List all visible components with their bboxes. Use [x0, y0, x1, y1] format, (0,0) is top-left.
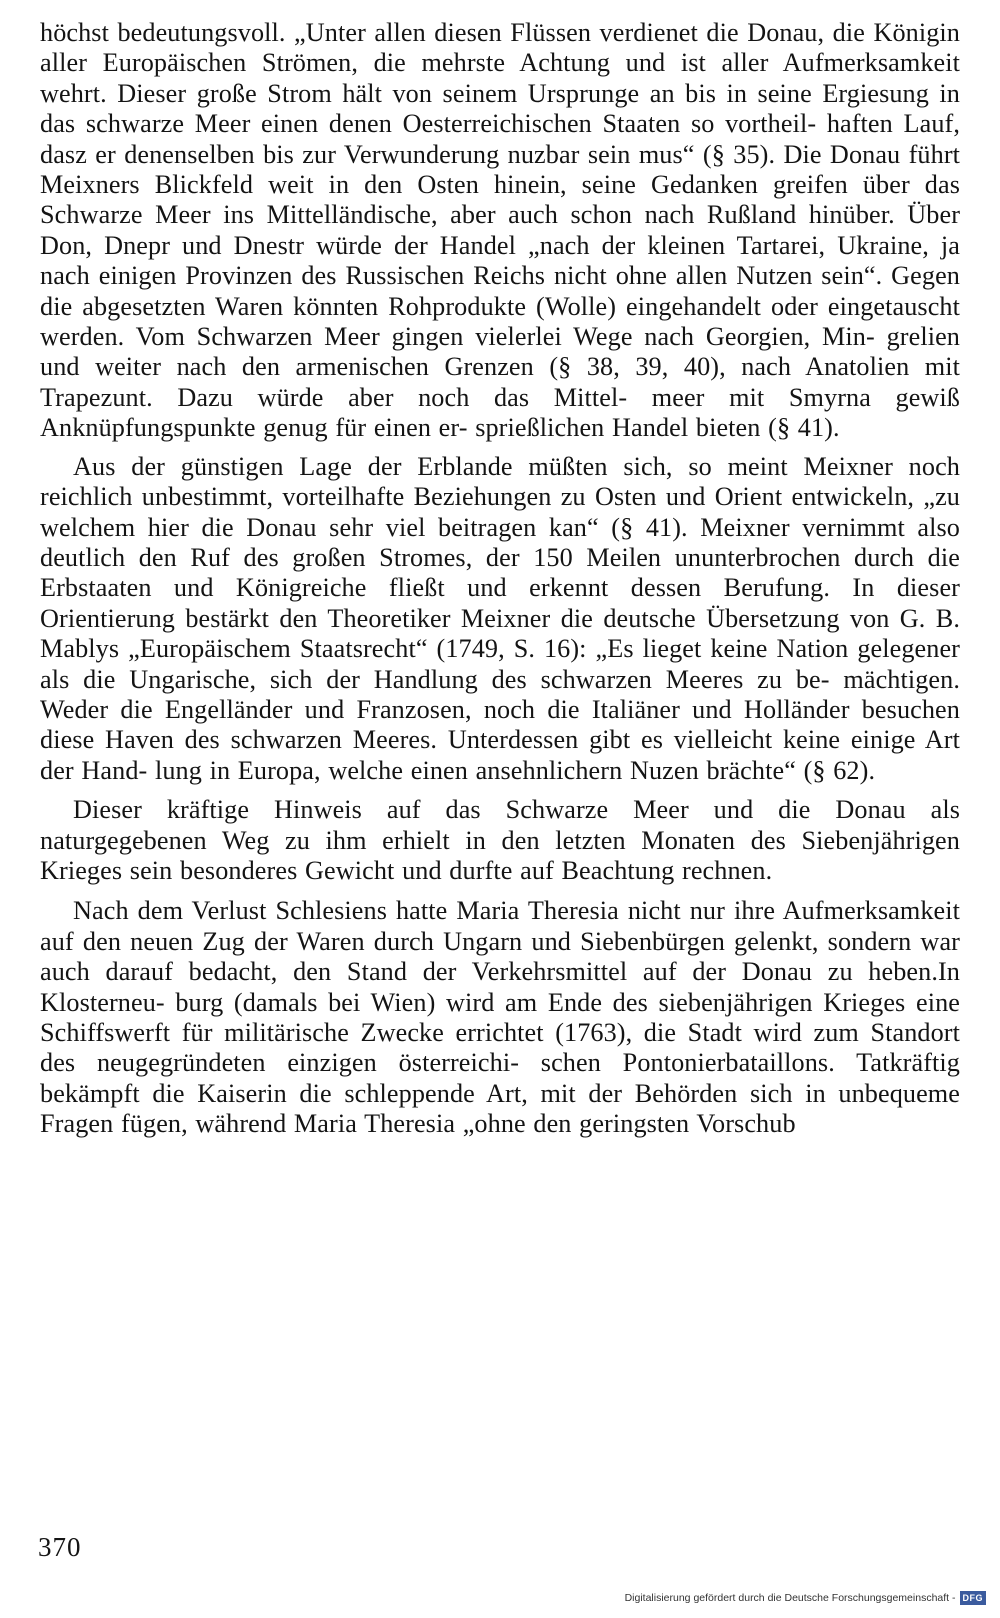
text-line: die Ungarische, sich der Handlung des schwarzen Meeres zu be- [83, 664, 830, 694]
dfg-footer [625, 1591, 986, 1605]
text-line: und Siebenbürgen gelenkt, sondern war auch darauf bedacht, den [40, 926, 960, 987]
text-line: nach Anatolien mit Trapezunt. Dazu würde aber noch das Mittel- [40, 352, 960, 412]
text-line: Osten und Orient entwickeln, „zu welchem hier die Donau sehr [40, 482, 960, 542]
text-line: Mittelländische, aber auch schon nach Rußland hinüber. Über Don, [40, 200, 961, 260]
text-line: sein mus“ (§ 35). Die Donau führt Meixners Blickfeld weit in den [40, 139, 961, 200]
text-line: lung in Europa, welche einen ansehnlichern Nuzen brächte“ [154, 755, 796, 785]
text-line: hält von seinem Ursprunge an bis in seine Ergiesung in das [40, 78, 961, 139]
text-line: durch die Erbstaaten und Königreiche fließt und erkennt dessen [40, 542, 960, 603]
dfg-credit-text: Digitalisierung gefördert durch die Deutsche Forschungsgemeinschaft - [624, 1592, 956, 1604]
text-line: ohne allen Nutzen sein“. Gegen die abgesetzten Waren könnten [40, 261, 960, 321]
text-line: den Ruf des großen Stromes, der 150 Meilen ununterbrochen [138, 542, 841, 572]
text-line: grelien und weiter nach den armenischen Grenzen (§ 38, 39, 40), [40, 322, 960, 382]
paragraph-1 [40, 18, 960, 444]
text-line: Ukraine, ja nach einigen Provinzen des Russischen Reichs nicht [40, 230, 961, 291]
text-line: Meeres. Unterdessen gibt es vielleicht keine einige Art der Hand- [40, 725, 960, 785]
text-line: sprießlichen Handel bieten (§ 41). [475, 413, 840, 443]
text-line: als naturgegebenen Weg zu ihm erhielt in den letzten Monaten [40, 795, 960, 855]
text-line: Aus der günstigen Lage der Erblande müßten sich, so meint [73, 451, 788, 481]
text-line: die deutsche Übersetzung von G. B. Mablys „Europäischem [40, 603, 960, 664]
page-number: 370 [38, 1532, 82, 1562]
paragraph-4 [40, 896, 960, 1139]
text-line: Rohprodukte (Wolle) eingehandelt oder eingetauscht werden. [40, 291, 960, 352]
text-line: Donau, die Königin aller Europäischen Strömen, die mehrste [40, 18, 960, 78]
text-line: schleppende Art, mit der Behörden sich in unbequeme Fragen [40, 1078, 960, 1139]
text-line: Stadt wird zum Standort des neugegründeten einzigen österreichi- [40, 1018, 960, 1078]
dfg-logo-icon: DFG [960, 1591, 987, 1605]
paragraph-2 [40, 452, 960, 786]
text-line: Stand der Verkehrsmittel auf der Donau zu heben.In Klosterneu- [40, 957, 960, 1017]
text-line: höchst bedeutungsvoll. „Unter allen diesen Flüssen verdienet die [40, 18, 739, 47]
text-line: Dieser kräftige Hinweis auf das Schwarze Meer und die Donau [73, 795, 906, 825]
text-line: Berufung. In dieser Orientierung bestärkt den Theoretiker Meixner [40, 573, 960, 633]
text-line: fügen, während Maria Theresia „ohne den geringsten Vorschub [120, 1109, 796, 1139]
text-line: Dnepr und Dnestr würde der Handel „nach der kleinen Tartarei, [104, 230, 826, 260]
text-line: meer mit Smyrna gewiß Anknüpfungspunkte genug für einen er- [40, 382, 960, 443]
text-line: viel beitragen kan“ (§ 41). Meixner vernimmt also deutlich [40, 512, 961, 572]
text-line: schen Pontonierbataillons. Tatkräftig bekämpft die Kaiserin die [40, 1048, 960, 1108]
text-line: Staatsrecht“ (1749, S. 16): „Es lieget keine Nation gelegener als [40, 634, 960, 694]
text-line: des Siebenjährigen Krieges sein besonderes Gewicht und durfte [40, 825, 960, 885]
text-line: Achtung und ist aller Aufmerksamkeit wehrt. Dieser große Strom [40, 48, 961, 108]
text-line: mächtigen. Weder die Engelländer und Franzosen, noch die [40, 664, 960, 724]
text-line: haften Lauf, dasz er denenselben bis zur Verwunderung nuzbar [40, 109, 960, 169]
text-line: ihre Aufmerksamkeit auf den neuen Zug der Waren durch Ungarn [40, 896, 960, 956]
text-line: auf Beachtung rechnen. [520, 855, 773, 885]
text-line: burg (damals bei Wien) wird am Ende des siebenjährigen Krieges [175, 987, 906, 1017]
text-line: Italiäner und Holländer besuchen diese Haven des schwarzen [40, 694, 960, 755]
page-body [40, 18, 960, 1140]
text-line: schwarze Meer einen denen Oesterreichischen Staaten so vortheil- [85, 109, 817, 139]
text-line: Osten hinein, seine Gedanken greifen über das Schwarze Meer ins [40, 170, 961, 230]
text-line: Meixner noch reichlich unbestimmt, vorteilhafte Beziehungen zu [40, 451, 960, 512]
text-line: Nach dem Verlust Schlesiens hatte Maria Theresia nicht nur [73, 896, 725, 926]
text-line: Vom Schwarzen Meer gingen vielerlei Wege nach Georgien, Min- [135, 322, 875, 352]
paragraph-3 [40, 795, 960, 886]
text-line: eine Schiffswerft für militärische Zwecke errichtet (1763), die [40, 987, 960, 1047]
text-line: (§ 62). [803, 755, 876, 785]
